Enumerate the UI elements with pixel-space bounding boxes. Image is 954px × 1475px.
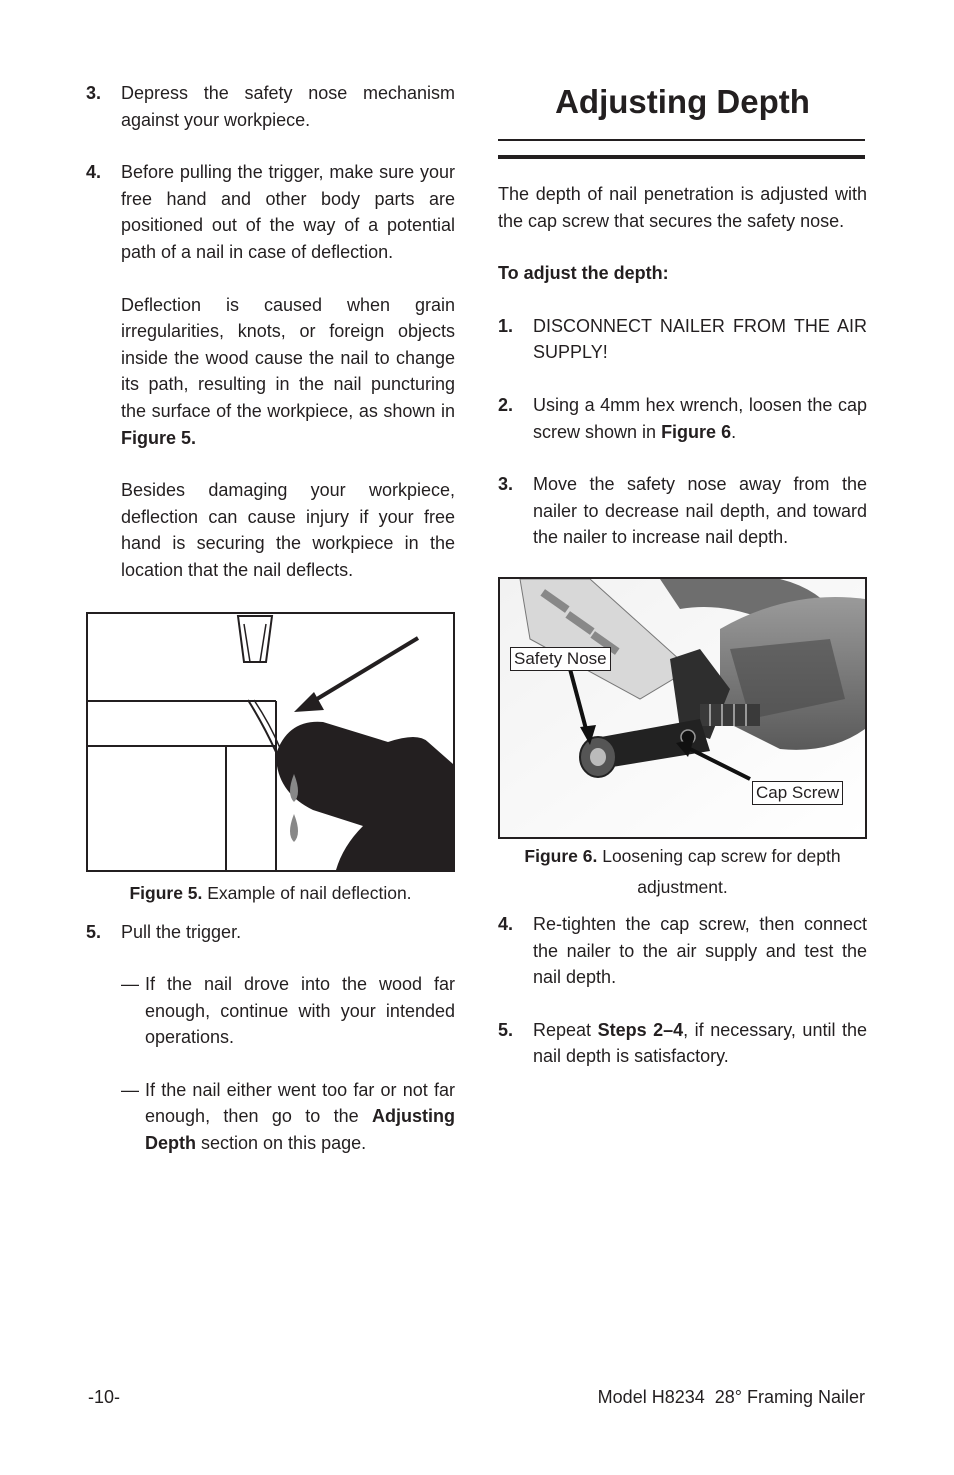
step-number: 4. [86,162,102,183]
step-text: Repeat Steps 2–4, if necessary, until the nail depth is satisfactory. [533,1019,867,1067]
heading-rule-thick [498,155,865,159]
step-text: Depress the safety nose mechanism against your workpiece. [121,83,455,130]
step-text: Using a 4mm hex wrench, loosen the cap screw shown in Figure 6. [533,394,867,442]
step-5 [498,1017,867,1070]
injury-paragraph: Besides damaging your workpiece, deflection can cause injury if your free hand is securing the workpiece in the location that the nail deflects. [121,480,455,580]
step-4 [498,911,867,991]
steps-reference: Steps 2–4 [597,1019,684,1040]
section-heading: Adjusting Depth [555,83,810,120]
figure-6-caption: Figure 6. Loosening cap screw for depth adjustment. [524,845,841,897]
step-number: 4. [498,913,514,934]
section-reference: Adjusting Depth [145,1106,455,1154]
step-5 [86,919,455,1183]
bullet-item: — If the nail drove into the wood far enough, continue with your intended operations. [121,974,455,1048]
cap-screw-callout: Cap Screw [752,781,843,805]
step-1 [498,313,867,366]
step-3 [498,471,867,551]
step-number: 3. [498,474,514,495]
step-3 [86,80,455,133]
bullet-item: — If the nail either went too far or not far enough, then go to the Adjusting Depth section on this page. [121,1079,455,1154]
figure-5-illustration [86,612,455,872]
figure-reference: Figure 6 [661,421,732,442]
step-4 [86,159,455,583]
figure-5-caption: Figure 5. Example of nail deflection. [129,882,412,903]
page-number: -10- [88,1387,121,1407]
deflection-paragraph: Deflection is caused when grain irregularities, knots, or foreign objects inside the wood cause the nail to change its path, resulting in the nail puncturing the surface of the workpiece, as shown in Figure 5. [121,294,455,448]
step-text: Before pulling the trigger, make sure your free hand and other body parts are positioned out of the way of a potential path of a nail in case of deflection. [121,162,455,262]
step-number: 1. [498,315,514,336]
model-name: Model H8234 28° Framing Nailer [597,1387,865,1407]
step-text: DISCONNECT NAILER FROM THE AIR SUPPLY! [533,315,867,363]
figure-reference: Figure 5. [121,427,197,448]
step-number: 5. [498,1019,514,1040]
figure-6-photo [498,577,867,839]
subheading: To adjust the depth: [498,263,669,284]
step-number: 5. [86,921,102,942]
step-2 [498,392,867,445]
step-text: Pull the trigger. [121,921,242,942]
step-number: 2. [498,394,514,415]
safety-nose-callout: Safety Nose [510,647,611,671]
intro-paragraph: The depth of nail penetration is adjusted with the cap screw that secures the safety nose. [498,184,867,231]
left-column [86,80,455,1209]
step-text: Re-tighten the cap screw, then connect the nailer to the air supply and test the nail depth. [533,913,867,988]
heading-rule [498,139,865,141]
step-number: 3. [86,83,102,103]
right-column [498,80,867,1096]
step-text: Move the safety nose away from the nailer to decrease nail depth, and toward the nailer to increase nail depth. [533,474,867,548]
